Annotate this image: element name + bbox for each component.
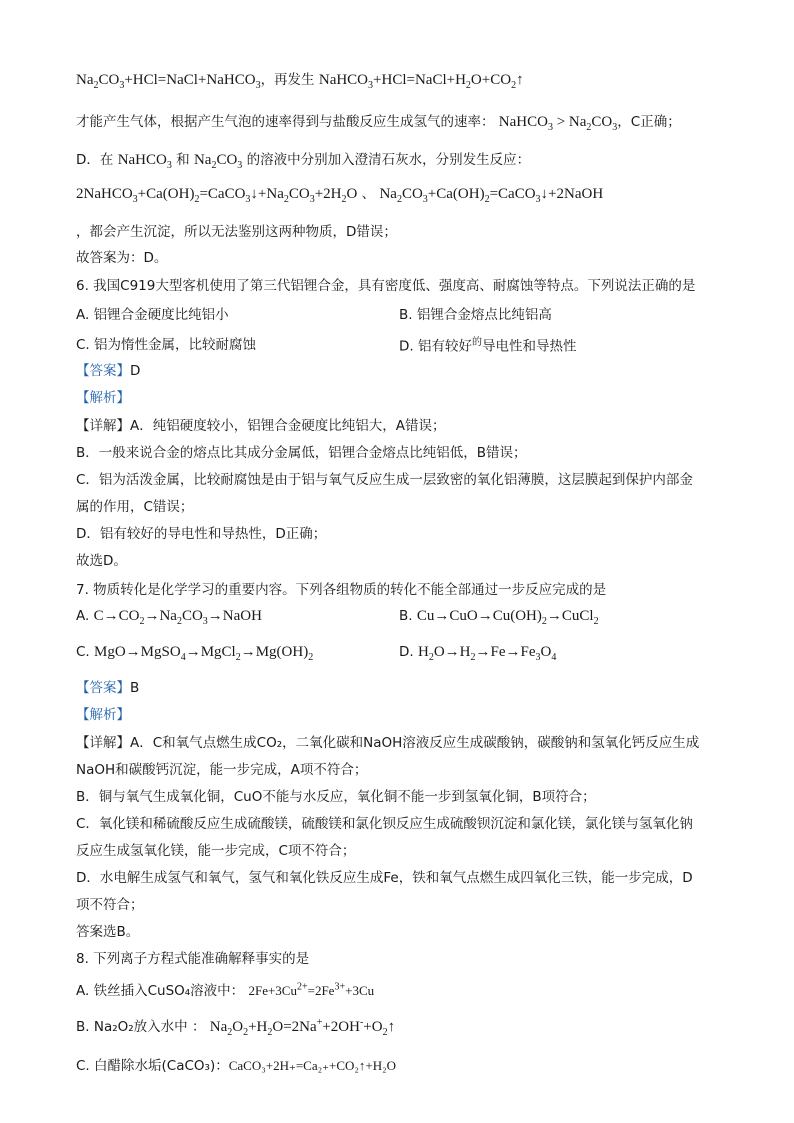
text-line: C．铝为活泼金属，比较耐腐蚀是由于铝与氧气反应生成一层致密的氧化铝薄膜，这层膜起到保护内部金 (76, 472, 693, 488)
text-line: 6. 我国C919大型客机使用了第三代铝锂合金，具有密度低、强度高、耐腐蚀等特点。下列说法正确的是 (76, 278, 696, 294)
text-line: 【答案】B (76, 680, 140, 696)
text-line: 项不符合； (76, 897, 144, 913)
text-line: 【解析】 (76, 390, 130, 406)
text-line: $Na_2CO_3+HCl=NaCl+NaHCO_3$，再发生 $NaHCO_3+HCl=NaCl+H_2O+CO_2↑$ (76, 72, 524, 91)
text-line: 故答案为：D。 (76, 250, 168, 266)
text-line: A. 铝锂合金硬度比纯铝小 B. 铝锂合金熔点比纯铝高 (76, 307, 552, 323)
text-line: B．一般来说合金的熔点比其成分金属低，铝锂合金熔点比纯铝低，B错误； (76, 445, 527, 461)
text-line: 7. 物质转化是化学学习的重要内容。下列各组物质的转化不能全部通过一步反应完成的是 (76, 582, 607, 598)
text-line: 【详解】A．C和氧气点燃生成CO₂，二氧化碳和NaOH溶液反应生成碳酸钠，碳酸钠和氢氧化钙反应生成 (76, 735, 700, 751)
text-line: A. 铁丝插入CuSO₄溶液中： $2Fe+3Cu^{2+}=2Fe^{3+}+3Cu$ (76, 981, 375, 999)
text-line: 8. 下列离子方程式能准确解释事实的是 (76, 951, 310, 967)
text-line: C. 铝为惰性金属，比较耐腐蚀 D. 铝有较好$^的$导电性和导热性 (76, 337, 577, 355)
text-line: 答案选B。 (76, 924, 140, 940)
text-line: B. Na₂O₂放入水中 ： $Na_2O_2+H_2O=2Na^++2OH^-+O_2↑$ (76, 1017, 396, 1038)
text-line: A. $C\to CO_2\to Na_2CO_3\to NaOH$ B. $Cu\to CuO\to Cu(OH)_2\to CuCl_2$ (76, 608, 599, 627)
text-line: 【解析】 (76, 707, 130, 723)
text-line: 属的作用，C错误； (76, 499, 194, 515)
text-line: C. 白醋除水垢(CaCO₃)：CaCO₃+2H₊=Ca₂₊+CO₂↑+H₂O (76, 1058, 397, 1074)
text-line: 才能产生气体，根据产生气泡的速率得到与盐酸反应生成氢气的速率： NaHCO$_3$ > $Na_2CO_3$，C正确； (76, 114, 681, 133)
text-line: $2NaHCO_3+Ca(OH)_2=CaCO_3↓+Na_2CO_3+2H_2O$ 、 $Na_2CO_3+Ca(OH)_2=CaCO_3↓+2NaOH$ (76, 186, 604, 205)
text-line: D．在 NaHCO$_3$ 和 $Na_2CO_3$ 的溶液中分别加入澄清石灰水，分别发生反应： (76, 152, 531, 171)
text-line: C. $MgO\to MgSO_4\to MgCl_2\to Mg(OH)_2$ D. $H_2O\to H_2\to Fe\to Fe_3O_4$ (76, 644, 557, 663)
text-line: 【答案】D (76, 363, 141, 379)
text-line: B．铜与氧气生成氧化铜，CuO不能与水反应，氧化铜不能一步到氢氧化铜，B项符合； (76, 789, 596, 805)
text-line: 【详解】A．纯铝硬度较小，铝锂合金硬度比纯铝大，A错误； (76, 418, 446, 434)
text-line: D．水电解生成氢气和氧气，氢气和氧化铁反应生成Fe，铁和氧气点燃生成四氧化三铁，能一步完成，D (76, 870, 693, 886)
text-line: C．氧化镁和稀硫酸反应生成硫酸镁，硫酸镁和氯化钡反应生成硫酸钡沉淀和氯化镁，氯化镁与氢氧化钠 (76, 816, 693, 832)
text-line: 反应生成氢氧化镁，能一步完成，C项不符合； (76, 843, 356, 859)
text-line: NaOH和碳酸钙沉淀，能一步完成，A项不符合； (76, 762, 368, 778)
text-line: ，都会产生沉淀，所以无法鉴别这两种物质，D错误； (76, 224, 397, 240)
text-line: D．铝有较好的导电性和导热性，D正确； (76, 526, 327, 542)
text-line: 故选D。 (76, 553, 127, 569)
